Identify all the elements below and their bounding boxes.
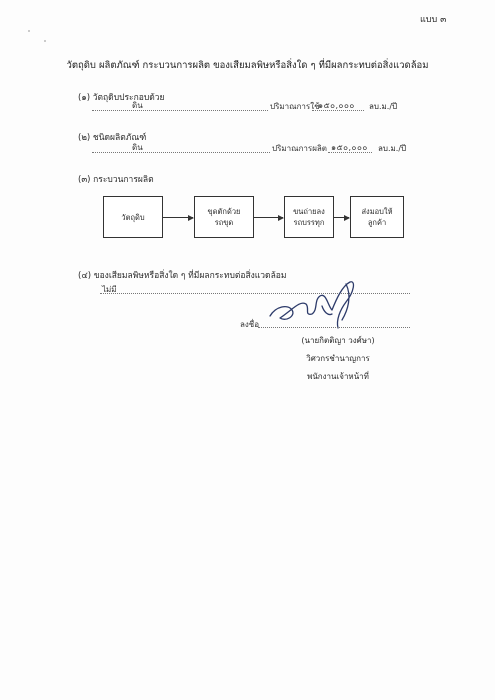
section1-quantity-value: ๑๕๐,๐๐๐ bbox=[318, 101, 355, 110]
process-step-raw-material bbox=[103, 196, 163, 238]
section1-heading: (๑) วัตถุดิบประกอบด้วย bbox=[78, 93, 165, 103]
section2-quantity-value: ๑๕๐,๐๐๐ bbox=[331, 143, 368, 152]
sign-label: ลงชื่อ bbox=[240, 320, 260, 329]
process-step-excavate bbox=[194, 196, 254, 238]
process-step-label: ขุดตักด้วย รถขุด bbox=[207, 207, 241, 227]
process-step-label: ขนถ่ายลง รถบรรทุก bbox=[293, 207, 325, 227]
scan-speck bbox=[44, 40, 46, 42]
section1-unit: ลบ.ม./ปี bbox=[369, 102, 398, 111]
section4-heading: (๔) ของเสียมลพิษหรือสิ่งใด ๆ ที่มีผลกระทบต่อสิ่งแวดล้อม bbox=[78, 271, 287, 281]
signer-role: พนักงานเจ้าหน้าที่ bbox=[307, 372, 369, 381]
process-step-load-truck bbox=[284, 196, 334, 238]
section1-item: ดิน bbox=[132, 101, 143, 110]
section1-quantity-label: ปริมาณการใช้ bbox=[270, 102, 320, 111]
process-step-label: ส่งมอบให้ ลูกค้า bbox=[361, 207, 393, 227]
signer-position: วิศวกรชำนาญการ bbox=[306, 354, 370, 363]
signature-line bbox=[258, 327, 410, 328]
process-step-label: วัตถุดิบ bbox=[121, 212, 145, 222]
section3-heading: (๓) กระบวนการผลิต bbox=[78, 175, 154, 185]
section2-item: ดิน bbox=[132, 143, 143, 152]
section4-answer: ไม่มี bbox=[102, 285, 117, 294]
process-step-deliver bbox=[350, 196, 404, 238]
handwritten-signature bbox=[262, 276, 364, 334]
scan-speck bbox=[28, 30, 30, 32]
process-arrow bbox=[254, 217, 283, 218]
process-arrow bbox=[163, 217, 193, 218]
signer-name: (นายกิตติญา วงศ์ษา) bbox=[301, 336, 375, 345]
document-title: วัตถุดิบ ผลิตภัณฑ์ กระบวนการผลิต ของเสียมลพิษหรือสิ่งใด ๆ ที่มีผลกระทบต่อสิ่งแวดล้อม bbox=[66, 60, 429, 71]
section2-heading: (๒) ชนิดผลิตภัณฑ์ bbox=[78, 133, 147, 143]
section2-quantity-label: ปริมาณการผลิต bbox=[272, 144, 327, 153]
section2-unit: ลบ.ม./ปี bbox=[378, 144, 407, 153]
section2-item-line bbox=[92, 152, 270, 153]
process-arrow bbox=[334, 217, 349, 218]
section1-item-line bbox=[92, 110, 268, 111]
form-number: แบบ ๓ bbox=[420, 15, 447, 25]
